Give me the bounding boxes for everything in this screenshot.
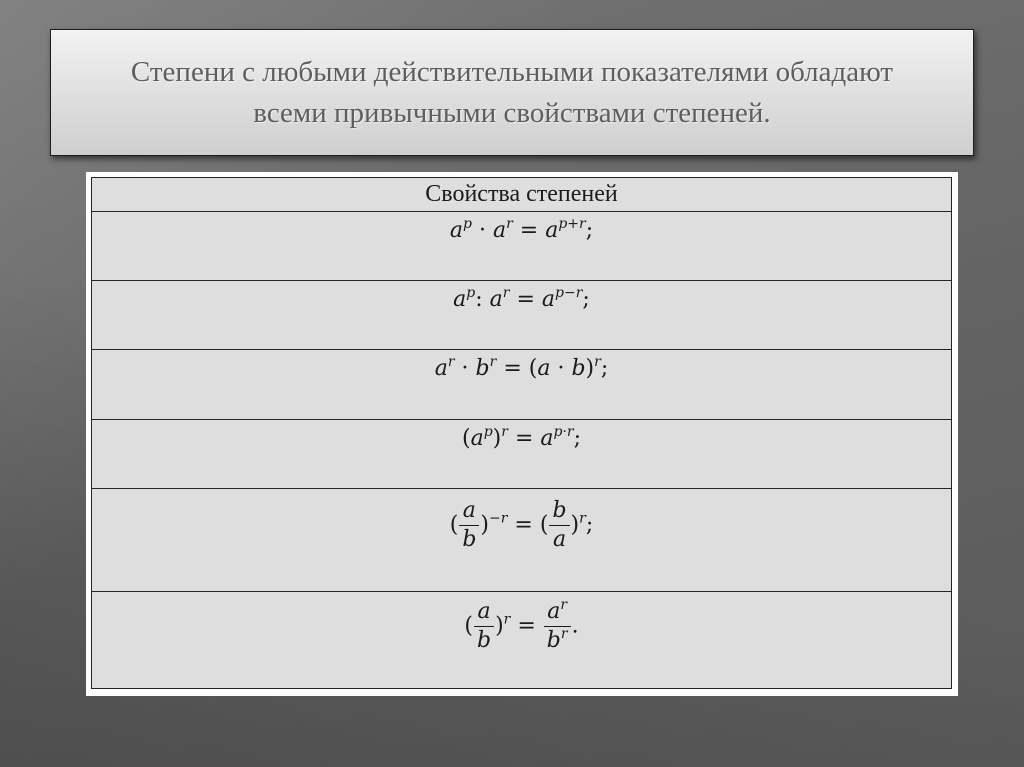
formula-fraction-power-rule: ( $\frac{a}{b}$ )$^r$ = $\frac{a^r}{b^r}$ . xyxy=(464,597,579,653)
table-row xyxy=(92,420,952,489)
formula-cell-2 xyxy=(92,281,952,350)
title-box xyxy=(50,29,974,156)
table-row xyxy=(92,281,952,350)
properties-table-frame xyxy=(86,172,958,696)
title-line-2: всеми привычными свойствами степеней. xyxy=(253,96,771,129)
formula-cell-5 xyxy=(92,489,952,592)
table-row xyxy=(92,212,952,281)
formula-product-rule: $a^p \cdot a^r = a^{p+r}$; xyxy=(449,216,594,243)
table-row xyxy=(92,592,952,689)
formula-cell-3 xyxy=(92,350,952,420)
properties-table xyxy=(91,177,952,689)
formula-negative-exponent-fraction-rule: ( $\frac{a}{b}$ )$^{-r}$ = ( $\frac{b}{a}$ )$^r$; xyxy=(449,498,594,552)
table-row xyxy=(92,350,952,420)
table-header: Свойства степеней xyxy=(92,178,952,212)
formula-cell-1 xyxy=(92,212,952,281)
formula-power-of-power-rule: $(a^p)^r = a^{p\cdot r}$; xyxy=(461,424,582,451)
table-row xyxy=(92,489,952,592)
title-line-1: Степени с любыми действительными показателями обладают xyxy=(130,55,894,88)
formula-quotient-rule: $a^p$: $a^r = a^{p-r}$; xyxy=(453,285,590,312)
formula-cell-4 xyxy=(92,420,952,489)
formula-cell-6 xyxy=(92,592,952,689)
slide-title xyxy=(121,52,903,134)
formula-product-power-rule: $a^r \cdot b^r = (a \cdot b)^r$; xyxy=(434,354,609,381)
